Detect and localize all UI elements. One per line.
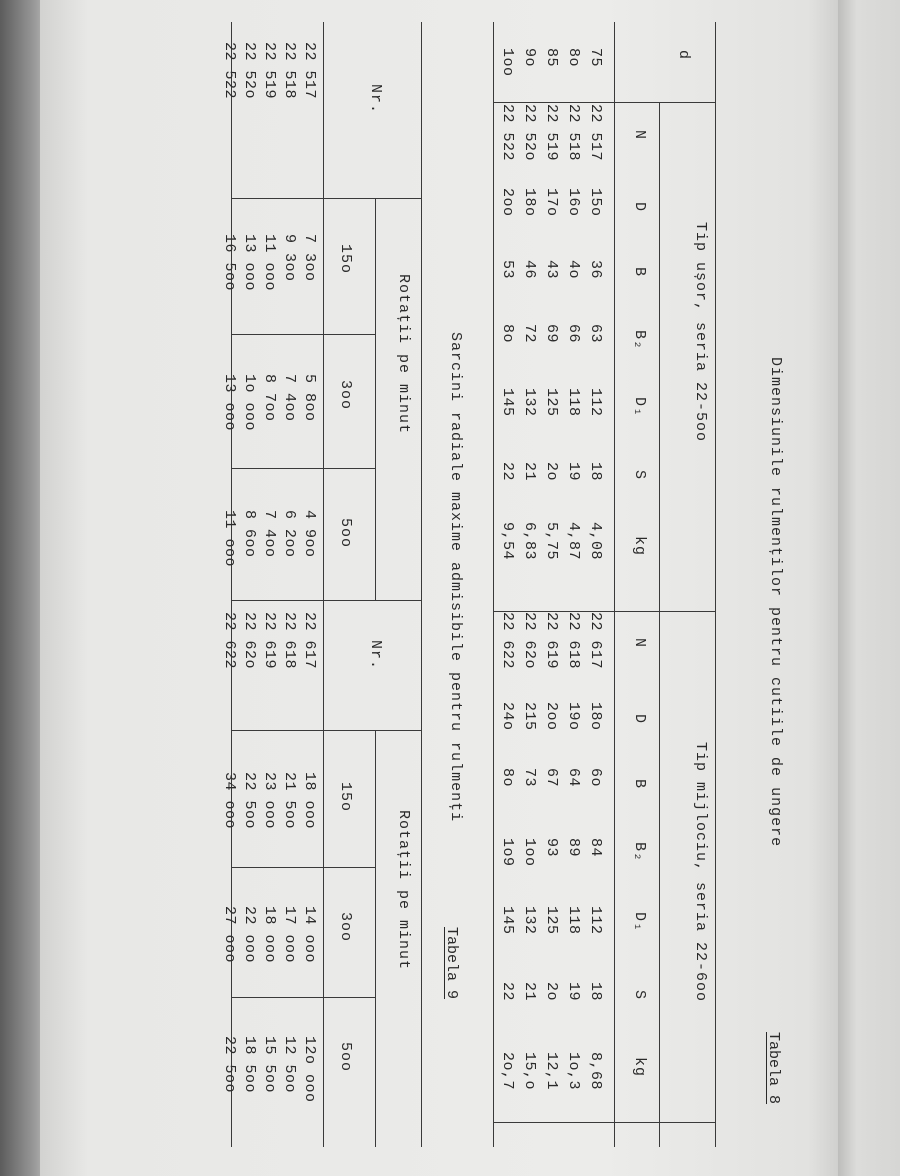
- t8-cell: 36: [587, 260, 604, 280]
- t8-col2-header: kg: [631, 1057, 648, 1078]
- t8-cell: 112: [587, 906, 604, 935]
- t8-cell: 67: [543, 768, 560, 788]
- t8-rule: [494, 102, 716, 103]
- t9-cell: 21 5oo: [281, 772, 298, 830]
- t9-cell-nr: 22 519: [261, 42, 278, 100]
- t8-col1-header: S: [631, 470, 648, 481]
- t8-cell: 8o: [499, 324, 516, 344]
- t9-cell: 8 6oo: [241, 510, 258, 558]
- t8-col2-header: D: [631, 714, 648, 725]
- t9-cell-nr: 22 619: [261, 612, 278, 670]
- t9-cell-nr: 22 62o: [241, 612, 258, 670]
- t9-rot-header-right: Rotații pe minut: [395, 810, 412, 971]
- t8-cell: 21: [521, 982, 538, 1002]
- t8-rule: [614, 22, 615, 1147]
- t9-cell: 8 7oo: [261, 374, 278, 422]
- t8-cell: 19o: [565, 702, 582, 731]
- t9-speed-left: 3oo: [337, 380, 354, 411]
- t9-cell: 22 5oo: [221, 1036, 238, 1094]
- t9-rule: [375, 198, 376, 600]
- t8-cell: 24o: [499, 702, 516, 731]
- t8-cell: 15o: [587, 188, 604, 217]
- t9-cell: 27 ooo: [221, 906, 238, 964]
- t9-cell-nr: 22 522: [221, 42, 238, 100]
- t8-col2-header: N: [631, 638, 648, 649]
- t8-cell: 18o: [521, 188, 538, 217]
- t8-cell-d: 9o: [521, 48, 538, 68]
- t9-cell: 13 ooo: [241, 234, 258, 292]
- t8-cell: 18o: [587, 702, 604, 731]
- t8-cell: 72: [521, 324, 538, 344]
- t9-cell: 11 ooo: [221, 510, 238, 568]
- t8-cell: 53: [499, 260, 516, 280]
- t8-cell: 22 517: [587, 104, 604, 162]
- t8-cell: 46: [521, 260, 538, 280]
- t9-header-nr-left: Nr.: [367, 84, 384, 115]
- t8-cell: 22 62o: [521, 612, 538, 670]
- t9-rule: [232, 730, 422, 731]
- t8-cell: 22 518: [565, 104, 582, 162]
- t8-cell: 89: [565, 838, 582, 858]
- t9-cell: 18 5oo: [241, 1036, 258, 1094]
- t9-cell: 22 ooo: [241, 906, 258, 964]
- t8-cell: 22: [499, 462, 516, 482]
- t9-cell: 16 5oo: [221, 234, 238, 292]
- t9-speed-left: 15o: [337, 244, 354, 275]
- t8-cell: 16o: [565, 188, 582, 217]
- t9-cell: 18 ooo: [301, 772, 318, 830]
- t8-rule: [494, 1122, 716, 1123]
- t8-cell: 132: [521, 906, 538, 935]
- t8-cell: 118: [565, 906, 582, 935]
- t9-cell: 1o ooo: [241, 374, 258, 432]
- t9-speed-right: 15o: [337, 782, 354, 813]
- t8-cell: 22 622: [499, 612, 516, 670]
- t8-cell: 21: [521, 462, 538, 482]
- t8-cell: 63: [587, 324, 604, 344]
- t8-cell: 145: [499, 388, 516, 417]
- t8-cell: 8,68: [587, 1052, 604, 1091]
- t9-cell: 12o ooo: [301, 1036, 318, 1103]
- t8-cell: 22 619: [543, 612, 560, 670]
- t9-cell-nr: 22 618: [281, 612, 298, 670]
- rotated-page-content: [152, 12, 812, 1162]
- t9-rule: [375, 730, 376, 1147]
- t8-cell: 2o: [543, 982, 560, 1002]
- t8-cell: 18: [587, 982, 604, 1002]
- t9-cell: 17 ooo: [281, 906, 298, 964]
- t9-rule: [232, 334, 376, 335]
- t8-cell: 112: [587, 388, 604, 417]
- t8-cell: 2oo: [543, 702, 560, 731]
- t8-col2-header: B₂: [631, 842, 648, 863]
- t9-cell-nr: 22 617: [301, 612, 318, 670]
- t8-cell: 84: [587, 838, 604, 858]
- t8-cell-d: 1oo: [499, 48, 516, 77]
- t8-cell: 2o: [543, 462, 560, 482]
- t8-cell: 22: [499, 982, 516, 1002]
- t8-rule: [493, 22, 494, 1147]
- t8-cell-d: 8o: [565, 48, 582, 68]
- t8-cell: 125: [543, 906, 560, 935]
- t8-cell: 2o,7: [499, 1052, 516, 1091]
- t9-rule: [232, 600, 422, 601]
- t9-cell: 34 ooo: [221, 772, 238, 830]
- t8-cell-d: 75: [587, 48, 604, 68]
- t9-cell: 4 9oo: [301, 510, 318, 558]
- t8-col1-header: N: [631, 130, 648, 141]
- t8-group2-header: Tip mijlociu, seria 22-6oo: [692, 742, 709, 1003]
- t8-cell: 18: [587, 462, 604, 482]
- t9-cell: 7 4oo: [261, 510, 278, 558]
- table8-label: Tabela 8: [765, 1032, 782, 1105]
- t8-cell: 125: [543, 388, 560, 417]
- t8-cell: 93: [543, 838, 560, 858]
- table9-label: Tabela 9: [443, 927, 460, 1000]
- adjacent-page-edge: [838, 0, 900, 1176]
- t8-col1-header: D₁: [631, 397, 648, 418]
- t8-header-d: d: [675, 50, 692, 61]
- t8-cell: 4,87: [565, 522, 582, 561]
- t8-cell: 73: [521, 768, 538, 788]
- t8-cell: 1o9: [499, 838, 516, 867]
- t8-cell: 5,75: [543, 522, 560, 561]
- t8-cell: 22 618: [565, 612, 582, 670]
- t8-cell: 43: [543, 260, 560, 280]
- t9-cell: 12 5oo: [281, 1036, 298, 1094]
- t8-cell: 6,83: [521, 522, 538, 561]
- t9-cell: 7 4oo: [281, 374, 298, 422]
- t8-cell: 9,54: [499, 522, 516, 561]
- t8-rule: [715, 22, 716, 1147]
- t8-col1-header: kg: [631, 536, 648, 557]
- t9-cell: 7 3oo: [301, 234, 318, 282]
- t8-cell: 66: [565, 324, 582, 344]
- t8-cell: 15,o: [521, 1052, 538, 1091]
- t9-cell: 22 5oo: [241, 772, 258, 830]
- t8-cell: 22 617: [587, 612, 604, 670]
- t9-speed-right: 3oo: [337, 912, 354, 943]
- t9-rot-header-left: Rotații pe minut: [395, 274, 412, 435]
- t8-cell: 12,1: [543, 1052, 560, 1091]
- t9-cell: 13 ooo: [221, 374, 238, 432]
- t8-cell: 69: [543, 324, 560, 344]
- t8-col2-header: D₁: [631, 912, 648, 933]
- t9-header-nr-right: Nr.: [367, 640, 384, 671]
- t9-rule: [232, 997, 376, 998]
- t9-rule: [323, 22, 324, 1147]
- table8-title: Dimensiunile rulmenților pentru cutiile de ungere: [767, 357, 784, 848]
- t9-cell-nr: 22 52o: [241, 42, 258, 100]
- t9-rule: [232, 198, 422, 199]
- t8-cell: 8o: [499, 768, 516, 788]
- t8-cell-d: 85: [543, 48, 560, 68]
- t8-cell: 1o,3: [565, 1052, 582, 1091]
- t8-cell: 22 522: [499, 104, 516, 162]
- t9-rule: [231, 22, 232, 1147]
- t9-cell: 6 2oo: [281, 510, 298, 558]
- t9-cell-nr: 22 517: [301, 42, 318, 100]
- t8-col1-header: B₂: [631, 330, 648, 351]
- t8-col2-header: S: [631, 990, 648, 1001]
- t8-cell: 22 519: [543, 104, 560, 162]
- t9-rule: [421, 22, 422, 1147]
- t9-cell: 18 ooo: [261, 906, 278, 964]
- t8-col1-header: B: [631, 267, 648, 278]
- t8-cell: 4,08: [587, 522, 604, 561]
- t9-speed-left: 5oo: [337, 518, 354, 549]
- t8-cell: 64: [565, 768, 582, 788]
- t8-cell: 19: [565, 982, 582, 1002]
- t8-cell: 1oo: [521, 838, 538, 867]
- t9-rule: [232, 867, 376, 868]
- t9-cell: 14 ooo: [301, 906, 318, 964]
- t8-cell: 6o: [587, 768, 604, 788]
- t8-cell: 2oo: [499, 188, 516, 217]
- t9-cell: 5 8oo: [301, 374, 318, 422]
- t9-cell: 23 ooo: [261, 772, 278, 830]
- t8-cell: 118: [565, 388, 582, 417]
- t8-cell: 22 52o: [521, 104, 538, 162]
- t8-cell: 17o: [543, 188, 560, 217]
- t8-cell: 132: [521, 388, 538, 417]
- t8-group1-header: Tip ușor, seria 22-5oo: [692, 222, 709, 443]
- t8-cell: 145: [499, 906, 516, 935]
- t8-col1-header: D: [631, 202, 648, 213]
- table9-title: Sarcini radiale maxime admisibile pentru rulmenți: [447, 332, 464, 823]
- t8-rule: [659, 102, 660, 1147]
- t9-cell-nr: 22 622: [221, 612, 238, 670]
- t8-col2-header: B: [631, 779, 648, 790]
- t8-cell: 19: [565, 462, 582, 482]
- t8-cell: 215: [521, 702, 538, 731]
- t8-cell: 4o: [565, 260, 582, 280]
- t9-speed-right: 5oo: [337, 1042, 354, 1073]
- t9-cell-nr: 22 518: [281, 42, 298, 100]
- t9-rule: [232, 468, 376, 469]
- t9-cell: 9 3oo: [281, 234, 298, 282]
- t9-cell: 15 5oo: [261, 1036, 278, 1094]
- t9-cell: 11 ooo: [261, 234, 278, 292]
